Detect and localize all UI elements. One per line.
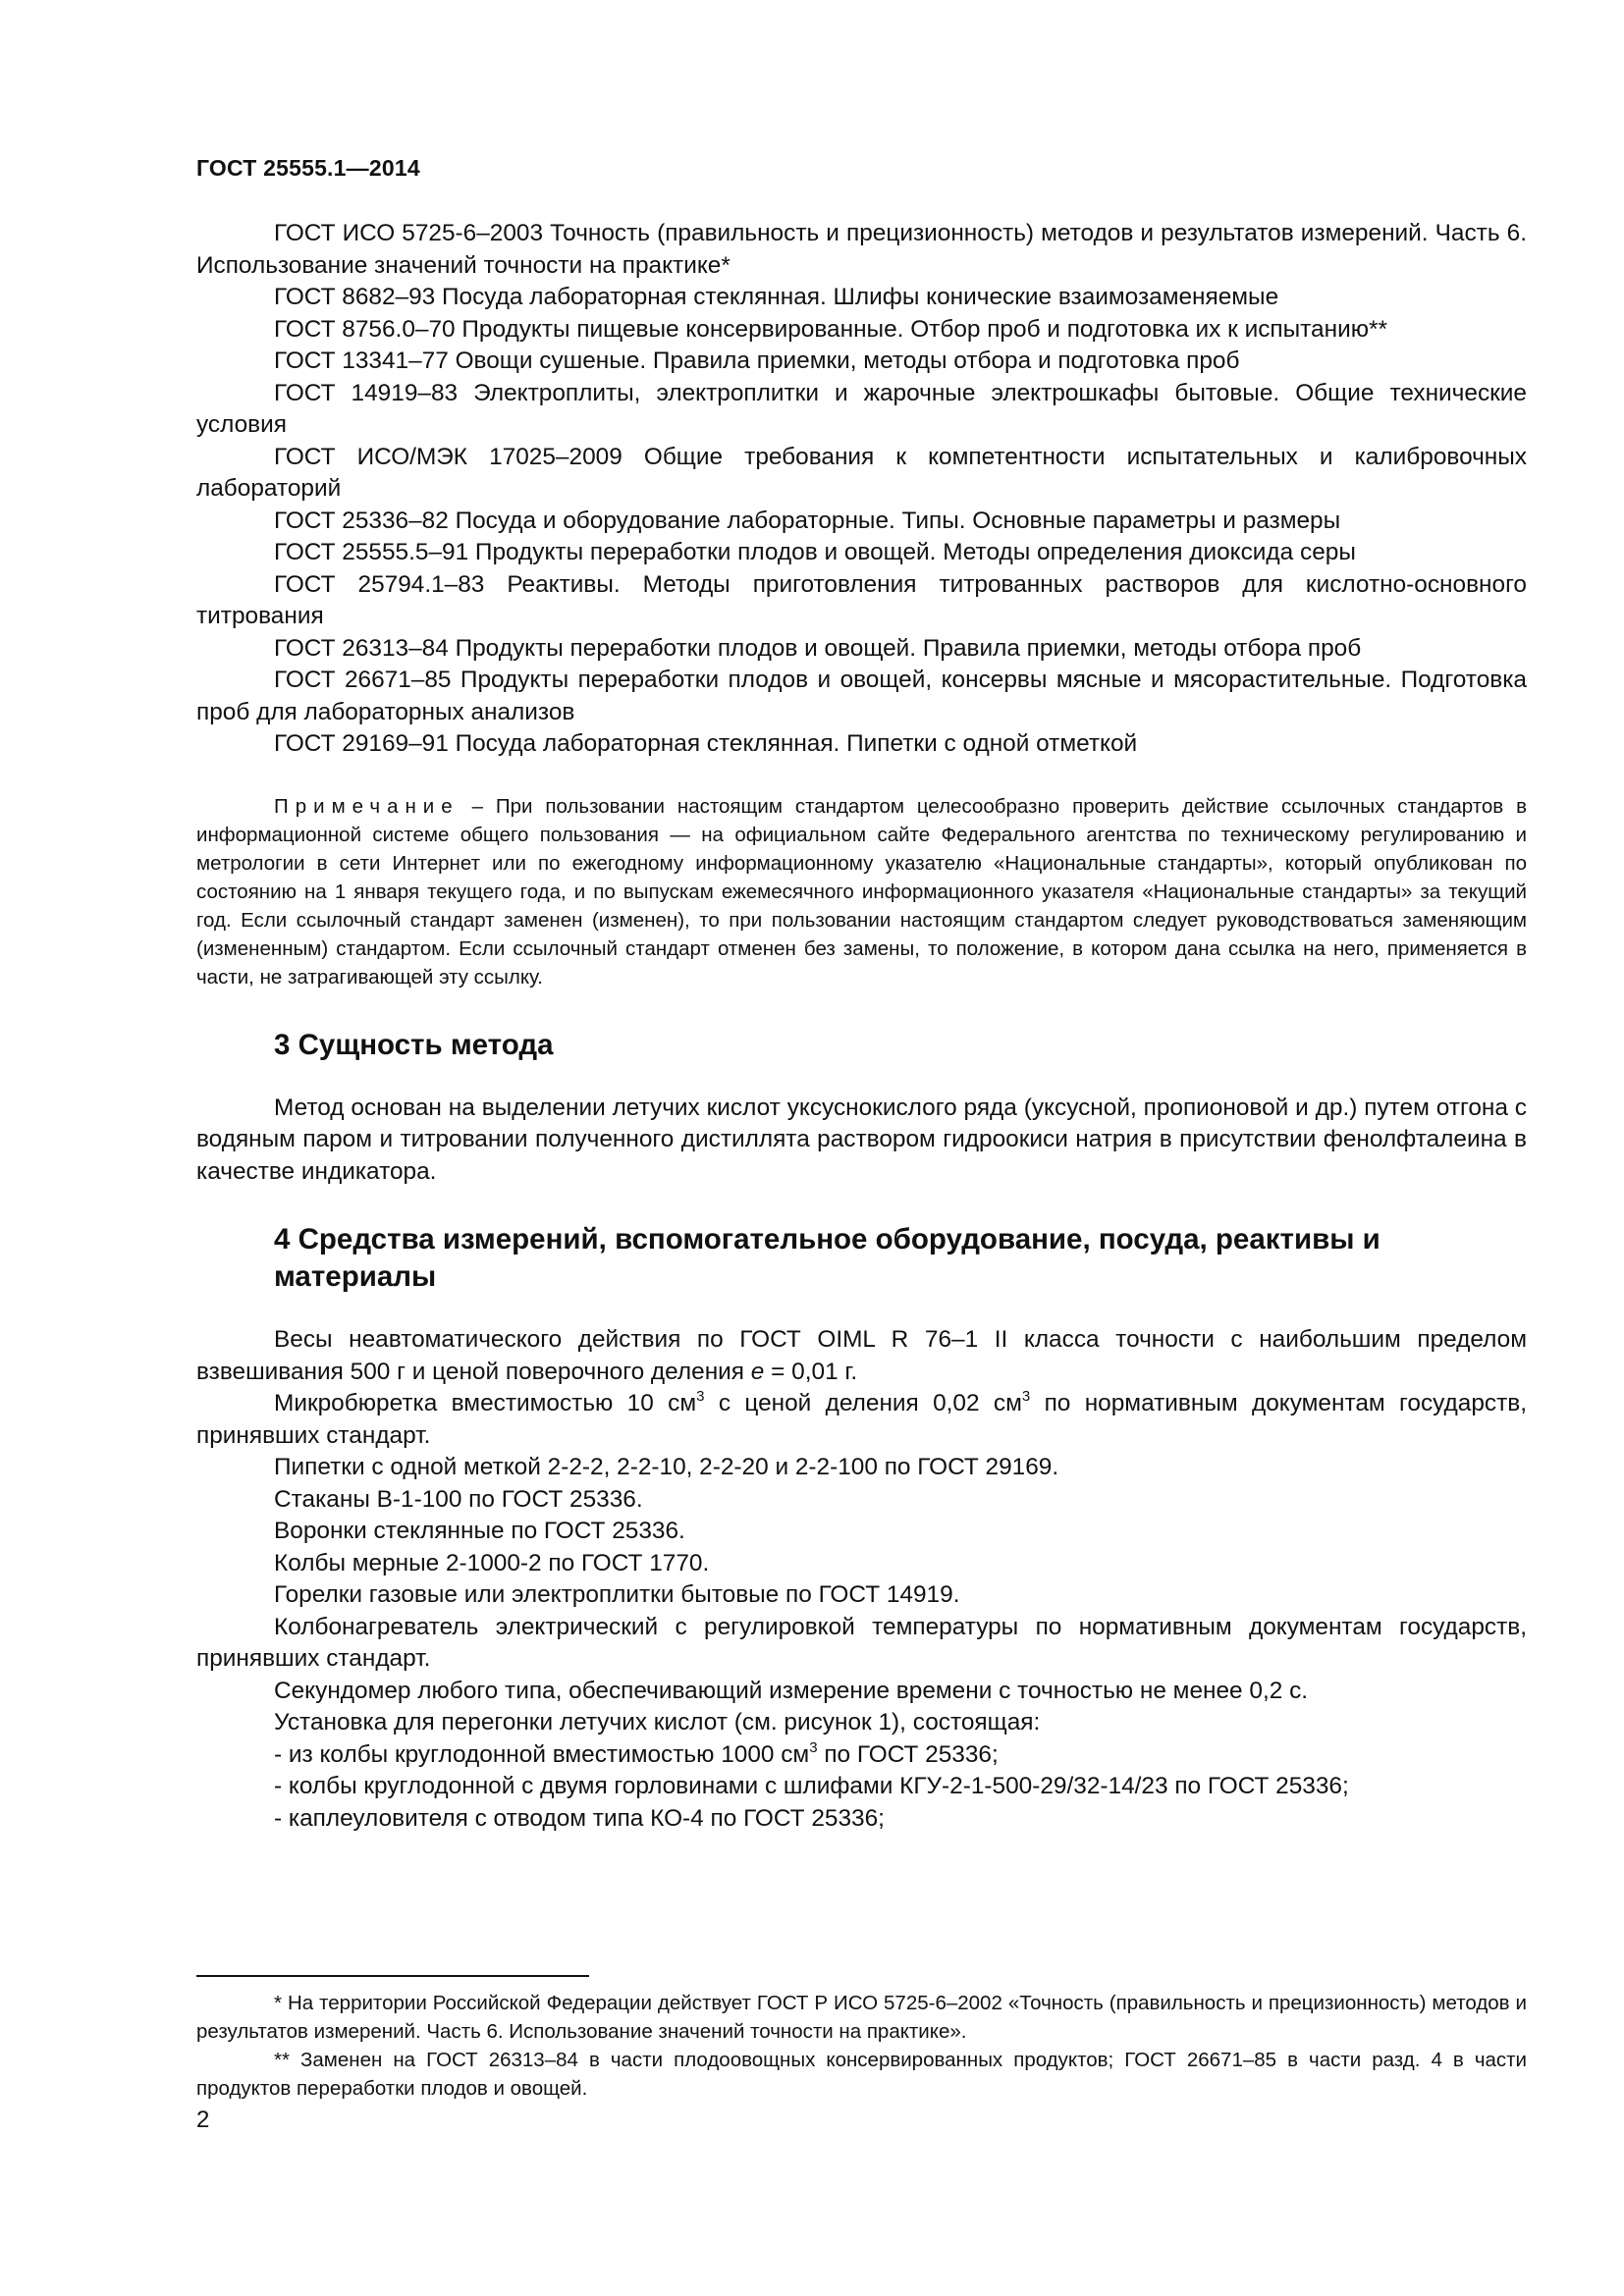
- burette-item: Микробюретка вместимостью 10 $см^3$ с ценой деления 0,02 $см^3$ по нормативным документам государств, принявших стандарт.: [196, 1388, 1527, 1449]
- reference-item: ГОСТ 29169–91 Посуда лабораторная стеклянная. Пипетки с одной отметкой: [274, 730, 1138, 757]
- equipment-item: Установка для перегонки летучих кислот (см. рисунок 1), состоящая:: [274, 1709, 1041, 1735]
- reference-item: ГОСТ 25794.1–83 Реактивы. Методы приготовления титрованных растворов для кислотно-основного титрования: [196, 570, 1527, 629]
- reference-item: ГОСТ 26313–84 Продукты переработки плодов и овощей. Правила приемки, методы отбора проб: [274, 634, 1362, 662]
- equipment-item: - каплеуловителя с отводом типа КО-4 по ГОСТ 25336;: [274, 1804, 885, 1832]
- footnote-divider: [196, 1975, 589, 1977]
- references-list: [196, 218, 1527, 761]
- document-header: ГОСТ 25555.1—2014: [196, 155, 420, 181]
- equipment-item: - колбы круглодонной с двумя горловинами с шлифами КГУ-2-1-500-29/32-14/23 по ГОСТ 25336;: [274, 1773, 1349, 1799]
- reference-item: ГОСТ 26671–85 Продукты переработки плодов и овощей, консервы мясные и мясорастительные. Подготовка проб для лабораторных анализов: [196, 667, 1527, 725]
- equipment-item: Колбы мерные 2-1000-2 по ГОСТ 1770.: [274, 1549, 710, 1576]
- footnotes: [196, 1989, 1527, 2103]
- reference-item: ГОСТ 8682–93 Посуда лабораторная стеклянная. Шлифы конические взаимозаменяемые: [274, 284, 1279, 310]
- superscript: 3: [696, 1388, 705, 1405]
- footnote: * На территории Российской Федерации действует ГОСТ Р ИСО 5725-6–2002 «Точность (правильность и прецизионность) методов и результатов измерений. Часть 6. Использование значений точности на практике».: [196, 1992, 1527, 2043]
- scales-item: Весы неавтоматического действия по ГОСТ OIML R 76–1 II класса точности с наибольшим пределом взвешивания 500 г и ценой поверочного деления e = 0,01 г.: [196, 1326, 1527, 1385]
- equipment-item: Секундомер любого типа, обеспечивающий измерение времени с точностью не менее 0,2 с.: [274, 1677, 1309, 1704]
- note-label: Примечание: [274, 794, 460, 818]
- reference-item: ГОСТ 13341–77 Овощи сушеные. Правила приемки, методы отбора и подготовка проб: [274, 347, 1240, 374]
- section-3-text: Метод основан на выделении летучих кислот уксуснокислого ряда (уксусной, пропионовой и др.) путем отгона с водяным паром и титровании полученного дистиллята раствором гидроокиси натрия в присутствии фенолфталеина в качестве индикатора.: [196, 1094, 1527, 1185]
- equipment-item: Воронки стеклянные по ГОСТ 25336.: [274, 1518, 685, 1544]
- page-content: [196, 218, 1527, 1835]
- reference-item: ГОСТ 25555.5–91 Продукты переработки плодов и овощей. Методы определения диоксида серы: [274, 539, 1356, 565]
- footnote: ** Заменен на ГОСТ 26313–84 в части плодоовощных консервированных продуктов; ГОСТ 26671–85 в части разд. 4 в части продуктов переработки плодов и овощей.: [196, 2049, 1527, 2100]
- note-paragraph: [196, 792, 1527, 991]
- equipment-item: Колбонагреватель электрический с регулировкой температуры по нормативным документам государств, принявших стандарт.: [196, 1613, 1527, 1672]
- equipment-item: Горелки газовые или электроплитки бытовые по ГОСТ 14919.: [274, 1581, 960, 1608]
- reference-item: ГОСТ 14919–83 Электроплиты, электроплитки и жарочные электрошкафы бытовые. Общие технические условия: [196, 379, 1527, 438]
- division-variable: e: [750, 1358, 765, 1385]
- reference-item: ГОСТ ИСО 5725-6–2003 Точность (правильность и прецизионность) методов и результатов измерений. Часть 6. Использование значений точности на практике*: [196, 220, 1527, 279]
- superscript: 3: [1021, 1388, 1031, 1405]
- flask-item: - из колбы круглодонной вместимостью 1000 $см^3$ по ГОСТ 25336;: [274, 1738, 999, 1768]
- note-text: – При пользовании настоящим стандартом целесообразно проверить действие ссылочных стандартов в информационной системе общего пользования — на официальном сайте Федерального агентства по техническому регулированию и метрологии в сети Интернет или по ежегодному информационному указателю «Национальные стандарты», который опубликован по состоянию на 1 января текущего года, и по выпускам ежемесячного информационного указателя «Национальные стандарты» за текущий год. Если ссылочный стандарт заменен (изменен), то при пользовании настоящим стандартом следует руководствоваться заменяющим (измененным) стандартом. Если ссылочный стандарт отменен без замены, то положение, в котором дана ссылка на него, применяется в части, не затрагивающей эту ссылку.: [196, 794, 1527, 988]
- equipment-item: Стаканы В-1-100 по ГОСТ 25336.: [274, 1485, 643, 1513]
- section-3-heading: 3 Сущность метода: [274, 1028, 554, 1061]
- page-number: 2: [196, 2107, 210, 2133]
- reference-item: ГОСТ ИСО/МЭК 17025–2009 Общие требования к компетентности испытательных и калибровочных лабораторий: [196, 443, 1527, 502]
- reference-item: ГОСТ 25336–82 Посуда и оборудование лабораторные. Типы. Основные параметры и размеры: [274, 507, 1341, 534]
- superscript: 3: [809, 1738, 818, 1756]
- section-4-heading: 4 Средства измерений, вспомогательное оборудование, посуда, реактивы и материалы: [274, 1223, 1380, 1293]
- reference-item: ГОСТ 8756.0–70 Продукты пищевые консервированные. Отбор проб и подготовка их к испытанию**: [274, 315, 1387, 343]
- equipment-item: Пипетки с одной меткой 2-2-2, 2-2-10, 2-2-20 и 2-2-100 по ГОСТ 29169.: [274, 1454, 1059, 1480]
